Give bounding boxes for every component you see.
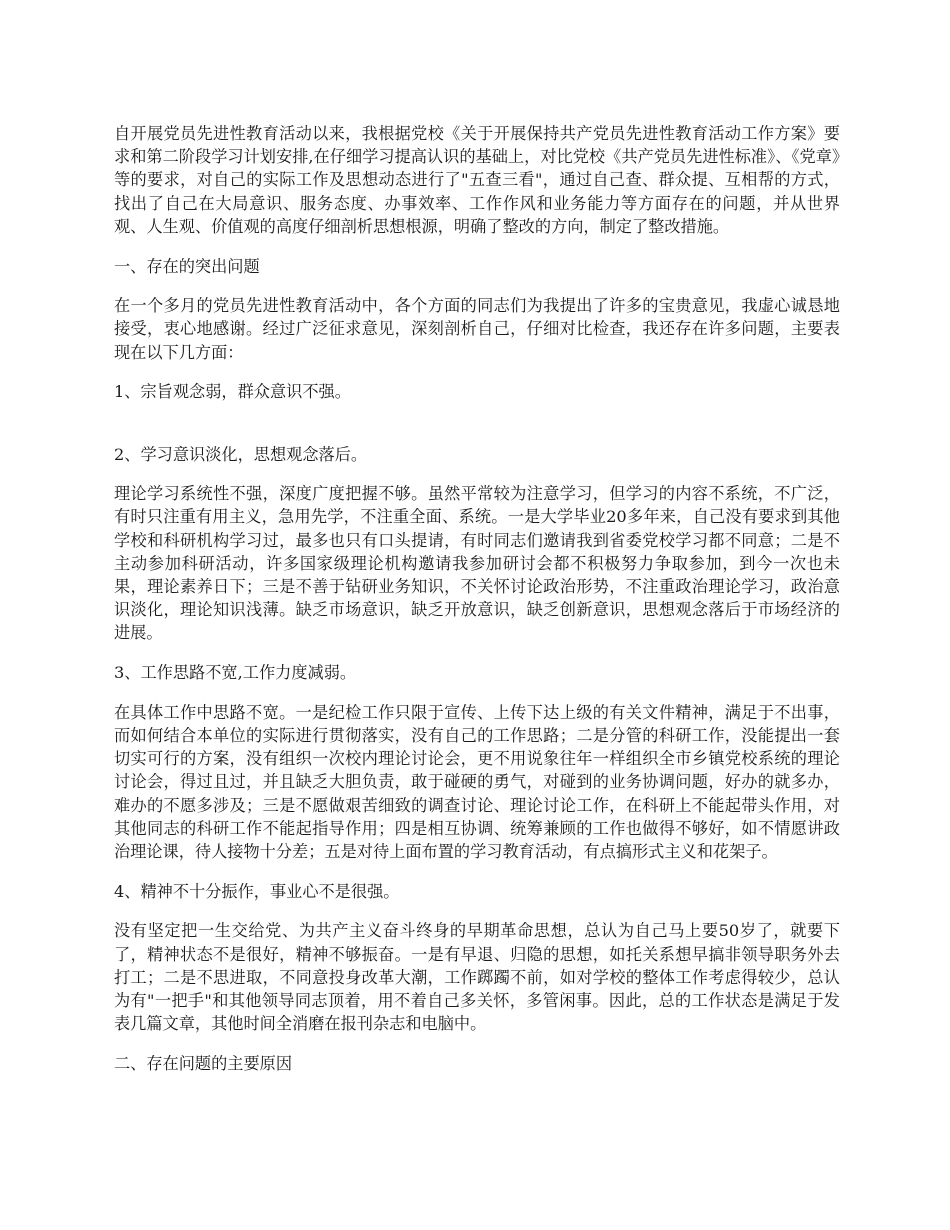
paragraph-spirit: 没有坚定把一生交给党、为共产主义奋斗终身的早期革命思想，总认为自己马上要50岁了，就要下了，精神状态不是很好，精神不够振奋。一是有早退、归隐的思想，如托关系想早搞非领导职务外去打工；二是不思进取，不同意投身改革大潮，工作踯躅不前，如对学校的整体工作考虑得较少，总认为有"一把手"和其他领导同志顶着，用不着自己多关怀，多管闲事。因此，总的工作状态是满足于发表几篇文章，其他时间全消磨在报刊杂志和电脑中。 bbox=[114, 921, 840, 1034]
subheading-3: 3、工作思路不宽,工作力度减弱。 bbox=[114, 663, 357, 683]
subheading-2: 2、学习意识淡化，思想观念落后。 bbox=[114, 444, 368, 464]
section-heading-causes: 二、存在问题的主要原因 bbox=[114, 1054, 293, 1073]
paragraph-work: 在具体工作中思路不宽。一是纪检工作只限于宣传、上传下达上级的有关文件精神，满足于不出事，而如何结合本单位的实际进行贯彻落实，没有自己的工作思路；二是分管的科研工作，没能提出一套切实可行的方案，没有组织一次校内理论讨论会，更不用说象往年一样组织全市乡镇党校系统的理论讨论会，得过且过，并且缺乏大胆负责，敢于碰硬的勇气，对碰到的业务协调问题，好办的就多办，难办的不愿多涉及；三是不愿做艰苦细致的调查讨论、理论讨论工作，在科研上不能起带头作用，对其他同志的科研工作不能起指导作用；四是相互协调、统筹兼顾的工作也做得不够好，如不情愿讲政治理论课，待人接物十分差；五是对待上面布置的学习教育活动，有点搞形式主义和花架子。 bbox=[114, 702, 840, 862]
subheading-4: 4、精神不十分振作，事业心不是很强。 bbox=[114, 881, 400, 901]
document-page bbox=[114, 122, 840, 1092]
subheading-1: 1、宗旨观念弱，群众意识不强。 bbox=[114, 382, 351, 402]
paragraph-study: 理论学习系统性不强，深度广度把握不够。虽然平常较为注意学习，但学习的内容不系统，不广泛，有时只注重有用主义，急用先学，不注重全面、系统。一是大学毕业20多年来，自己没有要求到其他学校和科研机构学习过，最多也只有口头提请，有时同志们邀请我到省委党校学习都不同意；二是不主动参加科研活动，许多国家级理论机构邀请我参加研讨会都不积极努力争取参加，到今一次也未果，理论素养日下；三是不善于钻研业务知识，不关怀讨论政治形势，不注重政治理论学习，政治意识淡化，理论知识浅薄。缺乏市场意识，缺乏开放意识，缺乏创新意识，思想观念落后于市场经济的进展。 bbox=[114, 484, 840, 643]
intro-paragraph: 自开展党员先进性教育活动以来，我根据党校《关于开展保持共产党员先进性教育活动工作方案》要求和第二阶段学习计划安排,在仔细学习提高认识的基础上，对比党校《共产党员先进性标准》、《党章》等的要求，对自己的实际工作及思想动态进行了"五查三看"，通过自己查、群众提、互相帮的方式，找出了自己在大局意识、服务态度、办事效率、工作作风和业务能力等方面存在的问题，并从世界观、人生观、价值观的高度仔细剖析思想根源，明确了整改的方向，制定了整改措施。 bbox=[114, 124, 840, 236]
section-heading-problems: 一、存在的突出问题 bbox=[114, 256, 260, 276]
problems-intro-paragraph: 在一个多月的党员先进性教育活动中，各个方面的同志们为我提出了许多的宝贵意见，我虚心诚恳地接受，衷心地感谢。经过广泛征求意见，深刻剖析自己，仔细对比检查，我还存在许多问题，主要表现在以下几方面： bbox=[114, 296, 840, 362]
